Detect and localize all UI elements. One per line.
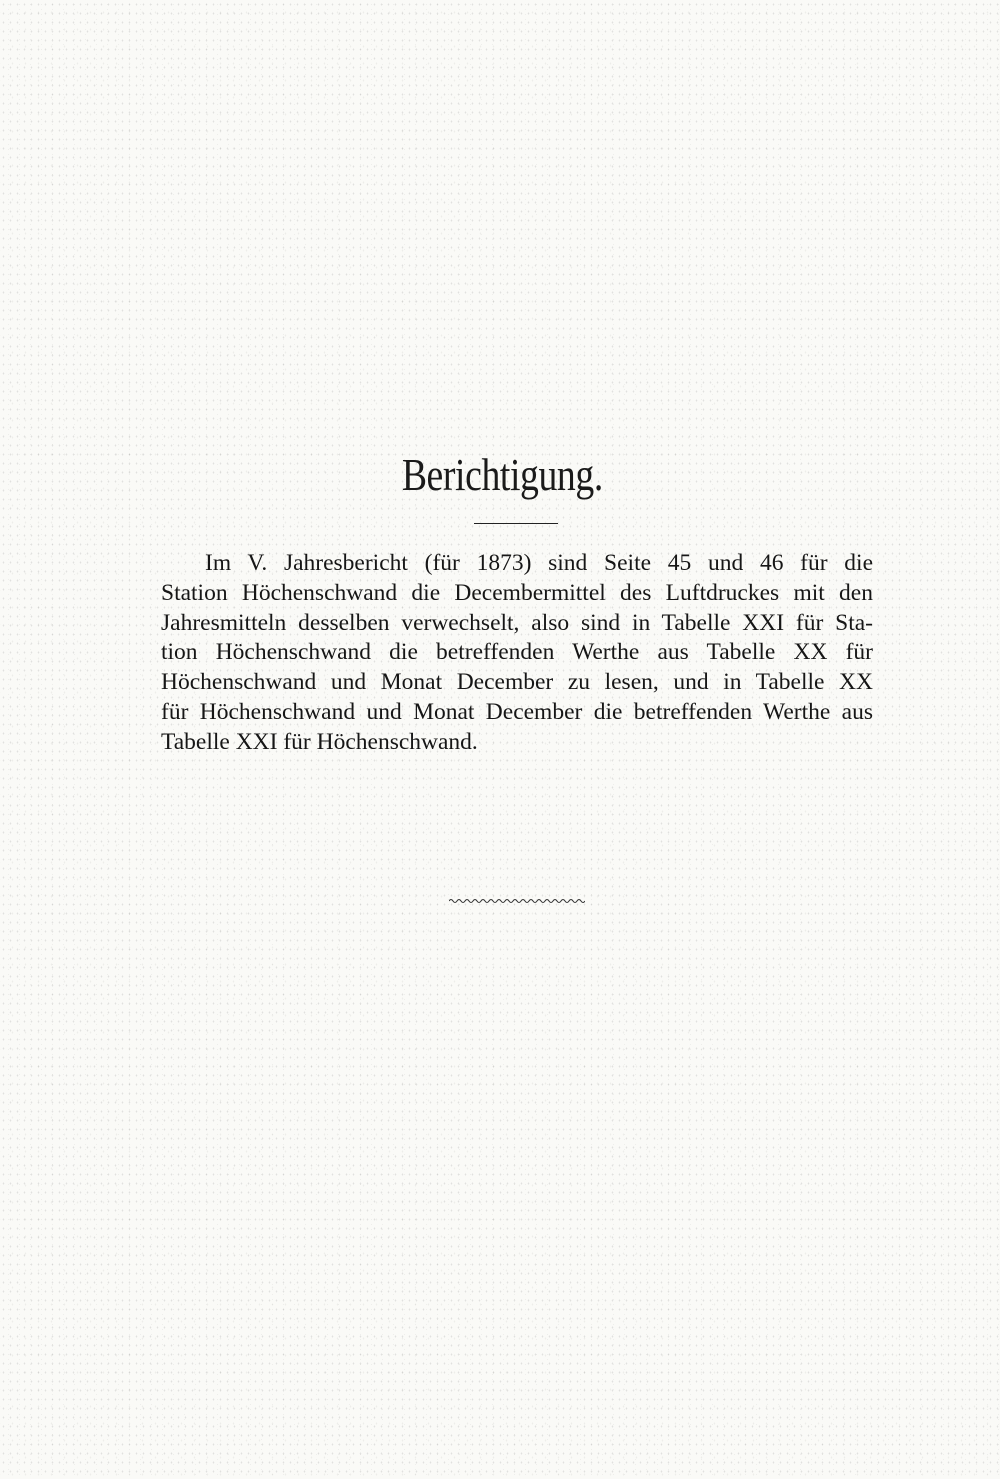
correction-paragraph <box>161 549 873 758</box>
page-title: Berichtigung. <box>401 449 603 500</box>
paragraph-line: tion Höchenschwand die betreffenden Werthe aus Tabelle XX für <box>161 639 873 666</box>
paragraph-line: Tabelle XXI für Höchenschwand. <box>161 728 478 755</box>
paragraph-line: Jahresmitteln desselben verwechselt, also sind in Tabelle XXI für Sta- <box>161 609 873 636</box>
wavy-divider-ornament <box>449 896 585 906</box>
paragraph-line: Station Höchenschwand die Decembermittel des Luftdruckes mit den <box>161 579 873 606</box>
paragraph-line: Höchenschwand und Monat December zu lesen, und in Tabelle XX <box>161 669 873 696</box>
paragraph-line: für Höchenschwand und Monat December die betreffenden Werthe aus <box>161 698 873 725</box>
title-rule <box>474 523 558 524</box>
paragraph-line: Im V. Jahresbericht (für 1873) sind Seite 45 und 46 für die <box>205 550 873 576</box>
